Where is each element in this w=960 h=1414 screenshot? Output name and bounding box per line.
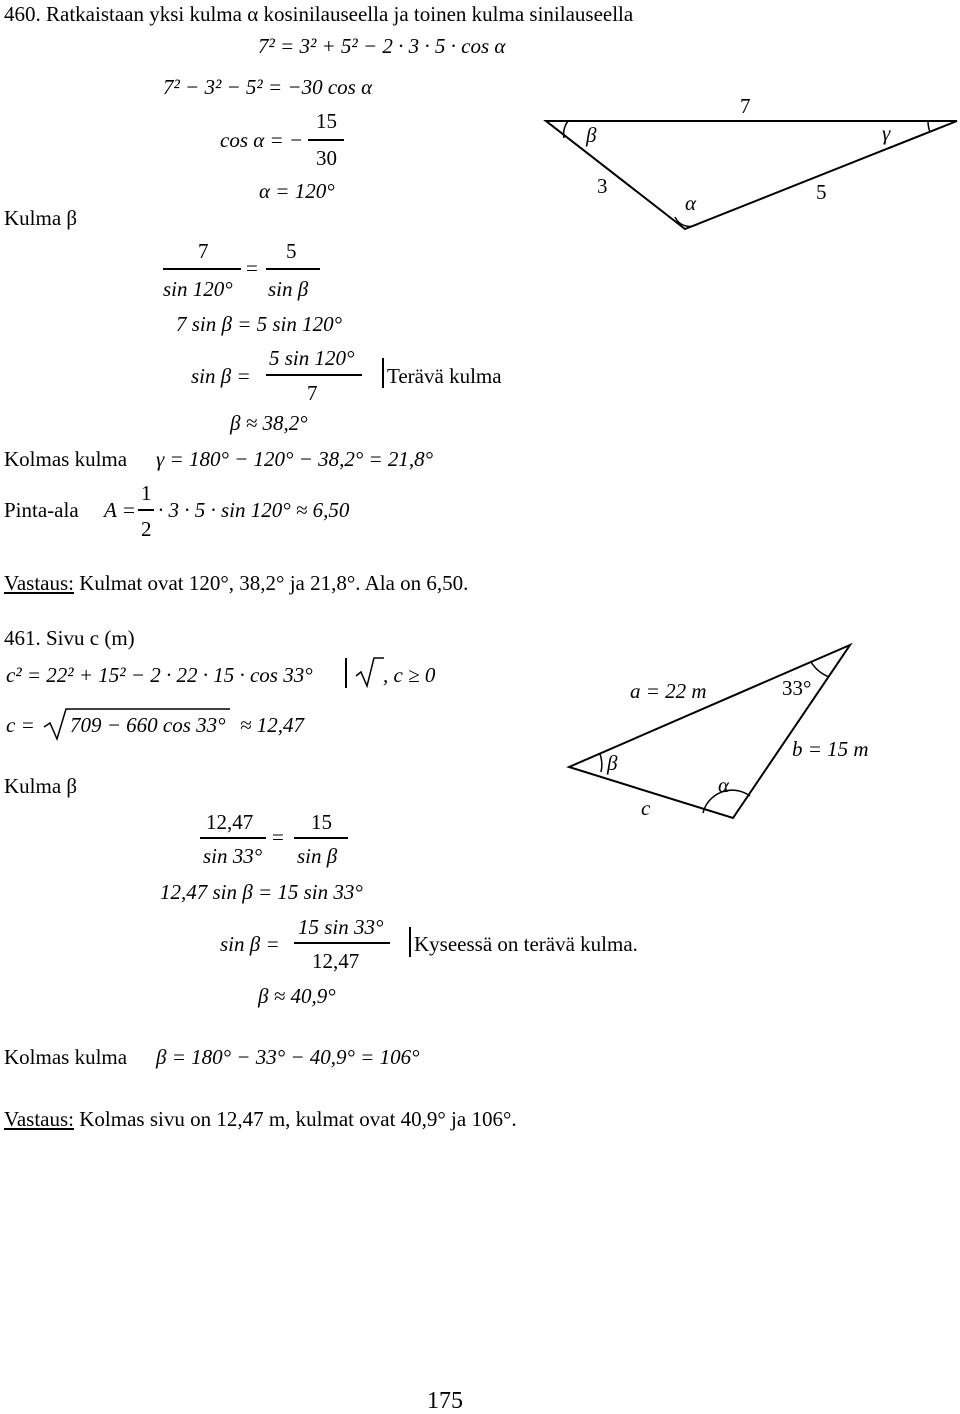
side-label-b: b = 15 m xyxy=(792,737,869,761)
pinta-ala-label: Pinta-ala xyxy=(4,498,79,522)
answer-label: Vastaus: xyxy=(4,1107,74,1131)
condition-note: Terävä kulma xyxy=(387,364,502,388)
equation-alpha-result: α = 120° xyxy=(259,179,335,203)
equation-cos-alpha: cos α = − xyxy=(220,128,304,152)
fraction-denominator: sin 33° xyxy=(203,844,263,868)
equation-gamma: γ = 180° − 120° − 38,2° = 21,8° xyxy=(156,447,434,471)
angle-label-beta: β xyxy=(586,123,597,147)
problem-461-heading xyxy=(4,628,135,649)
cosine-law-equation: 7² = 3² + 5² − 2 · 3 · 5 · cos α xyxy=(258,34,506,58)
answer-label: Vastaus: xyxy=(4,571,74,595)
kolmas-kulma-label: Kolmas kulma xyxy=(4,447,128,471)
condition-bar xyxy=(345,658,347,688)
equation-area-lhs: A = xyxy=(104,498,136,522)
fraction-denominator: 2 xyxy=(141,517,152,541)
fraction-bar xyxy=(163,268,241,270)
page-number: 175 xyxy=(427,1388,463,1414)
fraction-bar xyxy=(294,837,348,839)
angle-arc-alpha xyxy=(675,217,698,226)
fraction-bar xyxy=(200,837,266,839)
equation-sin-beta: sin β = xyxy=(191,364,251,388)
condition-note: Kyseessä on terävä kulma. xyxy=(414,932,638,956)
angle-label-gamma: γ xyxy=(882,121,891,145)
triangle-461 xyxy=(569,645,850,818)
angle-arc-beta xyxy=(600,754,602,772)
angle-arc-alpha xyxy=(703,790,750,813)
equation-c-lhs: c = xyxy=(6,713,35,737)
fraction-denominator: 7 xyxy=(307,381,318,405)
fraction-numerator: 1 xyxy=(141,481,152,505)
answer-text: Kolmas sivu on 12,47 m, kulmat ovat 40,9° ja 106°. xyxy=(74,1107,517,1131)
condition-c-nonneg: , c ≥ 0 xyxy=(383,663,436,687)
fraction-denominator: 30 xyxy=(316,146,337,170)
side-label-c: c xyxy=(641,796,651,820)
triangle-460 xyxy=(546,121,957,229)
problem-number: 461. xyxy=(4,626,41,650)
angle-label-alpha: α xyxy=(685,191,697,215)
fraction-numerator: 15 xyxy=(311,810,332,834)
side-label-right: 5 xyxy=(816,180,827,204)
condition-bar xyxy=(409,927,411,957)
problem-intro: Sivu c (m) xyxy=(40,626,135,650)
equation-area-rhs: · 3 · 5 · sin 120° ≈ 6,50 xyxy=(158,498,350,522)
problem-number: 460. xyxy=(4,2,41,26)
fraction-numerator: 12,47 xyxy=(206,810,254,834)
answer-text: Kulmat ovat 120°, 38,2° ja 21,8°. Ala on 6,50. xyxy=(74,571,469,595)
angle-label-33: 33° xyxy=(782,676,812,700)
equation-step: 7 sin β = 5 sin 120° xyxy=(176,312,343,336)
fraction-bar xyxy=(308,139,344,141)
fraction-numerator: 15 sin 33° xyxy=(298,915,384,939)
equation-third-angle: β = 180° − 33° − 40,9° = 106° xyxy=(156,1045,420,1069)
equation-c-result: ≈ 12,47 xyxy=(240,713,305,737)
side-label-top: 7 xyxy=(740,94,751,118)
radical-sign-icon xyxy=(354,656,384,688)
fraction-numerator: 7 xyxy=(198,239,209,263)
fraction-bar xyxy=(138,509,154,511)
kulma-beta-label: Kulma β xyxy=(4,774,78,798)
answer-460 xyxy=(4,573,468,594)
kolmas-kulma-label: Kolmas kulma xyxy=(4,1045,128,1069)
radicand: 709 − 660 cos 33° xyxy=(70,713,226,737)
fraction-denominator: 12,47 xyxy=(312,949,360,973)
side-label-left: 3 xyxy=(597,174,608,198)
angle-arc-beta xyxy=(564,121,568,138)
equation-beta-result: β ≈ 38,2° xyxy=(230,411,308,435)
angle-arc-gamma xyxy=(928,121,930,132)
fraction-denominator: sin 120° xyxy=(163,277,233,301)
problem-intro: Ratkaistaan yksi kulma α kosinilauseella ja toinen kulma sinilauseella xyxy=(46,2,634,26)
fraction-denominator: sin β xyxy=(268,277,309,301)
equals-sign: = xyxy=(272,825,284,849)
problem-460-heading xyxy=(4,4,633,25)
fraction-numerator: 5 xyxy=(286,239,297,263)
fraction-numerator: 15 xyxy=(316,109,337,133)
condition-bar xyxy=(382,358,384,388)
equation-beta-result: β ≈ 40,9° xyxy=(258,984,336,1008)
equals-sign: = xyxy=(246,256,258,280)
answer-461 xyxy=(4,1109,517,1130)
angle-arc-33 xyxy=(811,662,829,677)
equation-sin-beta: sin β = xyxy=(220,932,280,956)
kulma-beta-label: Kulma β xyxy=(4,206,78,230)
side-label-a: a = 22 m xyxy=(630,679,707,703)
cosine-law-equation: c² = 22² + 15² − 2 · 22 · 15 · cos 33° xyxy=(6,663,313,687)
fraction-bar xyxy=(266,374,362,376)
equation-step: 7² − 3² − 5² = −30 cos α xyxy=(163,75,373,99)
fraction-bar xyxy=(294,942,390,944)
angle-label-beta: β xyxy=(607,751,618,775)
angle-label-alpha: α xyxy=(718,773,730,797)
fraction-numerator: 5 sin 120° xyxy=(269,346,355,370)
fraction-bar xyxy=(266,268,320,270)
equation-step: 12,47 sin β = 15 sin 33° xyxy=(160,880,363,904)
fraction-denominator: sin β xyxy=(297,844,338,868)
